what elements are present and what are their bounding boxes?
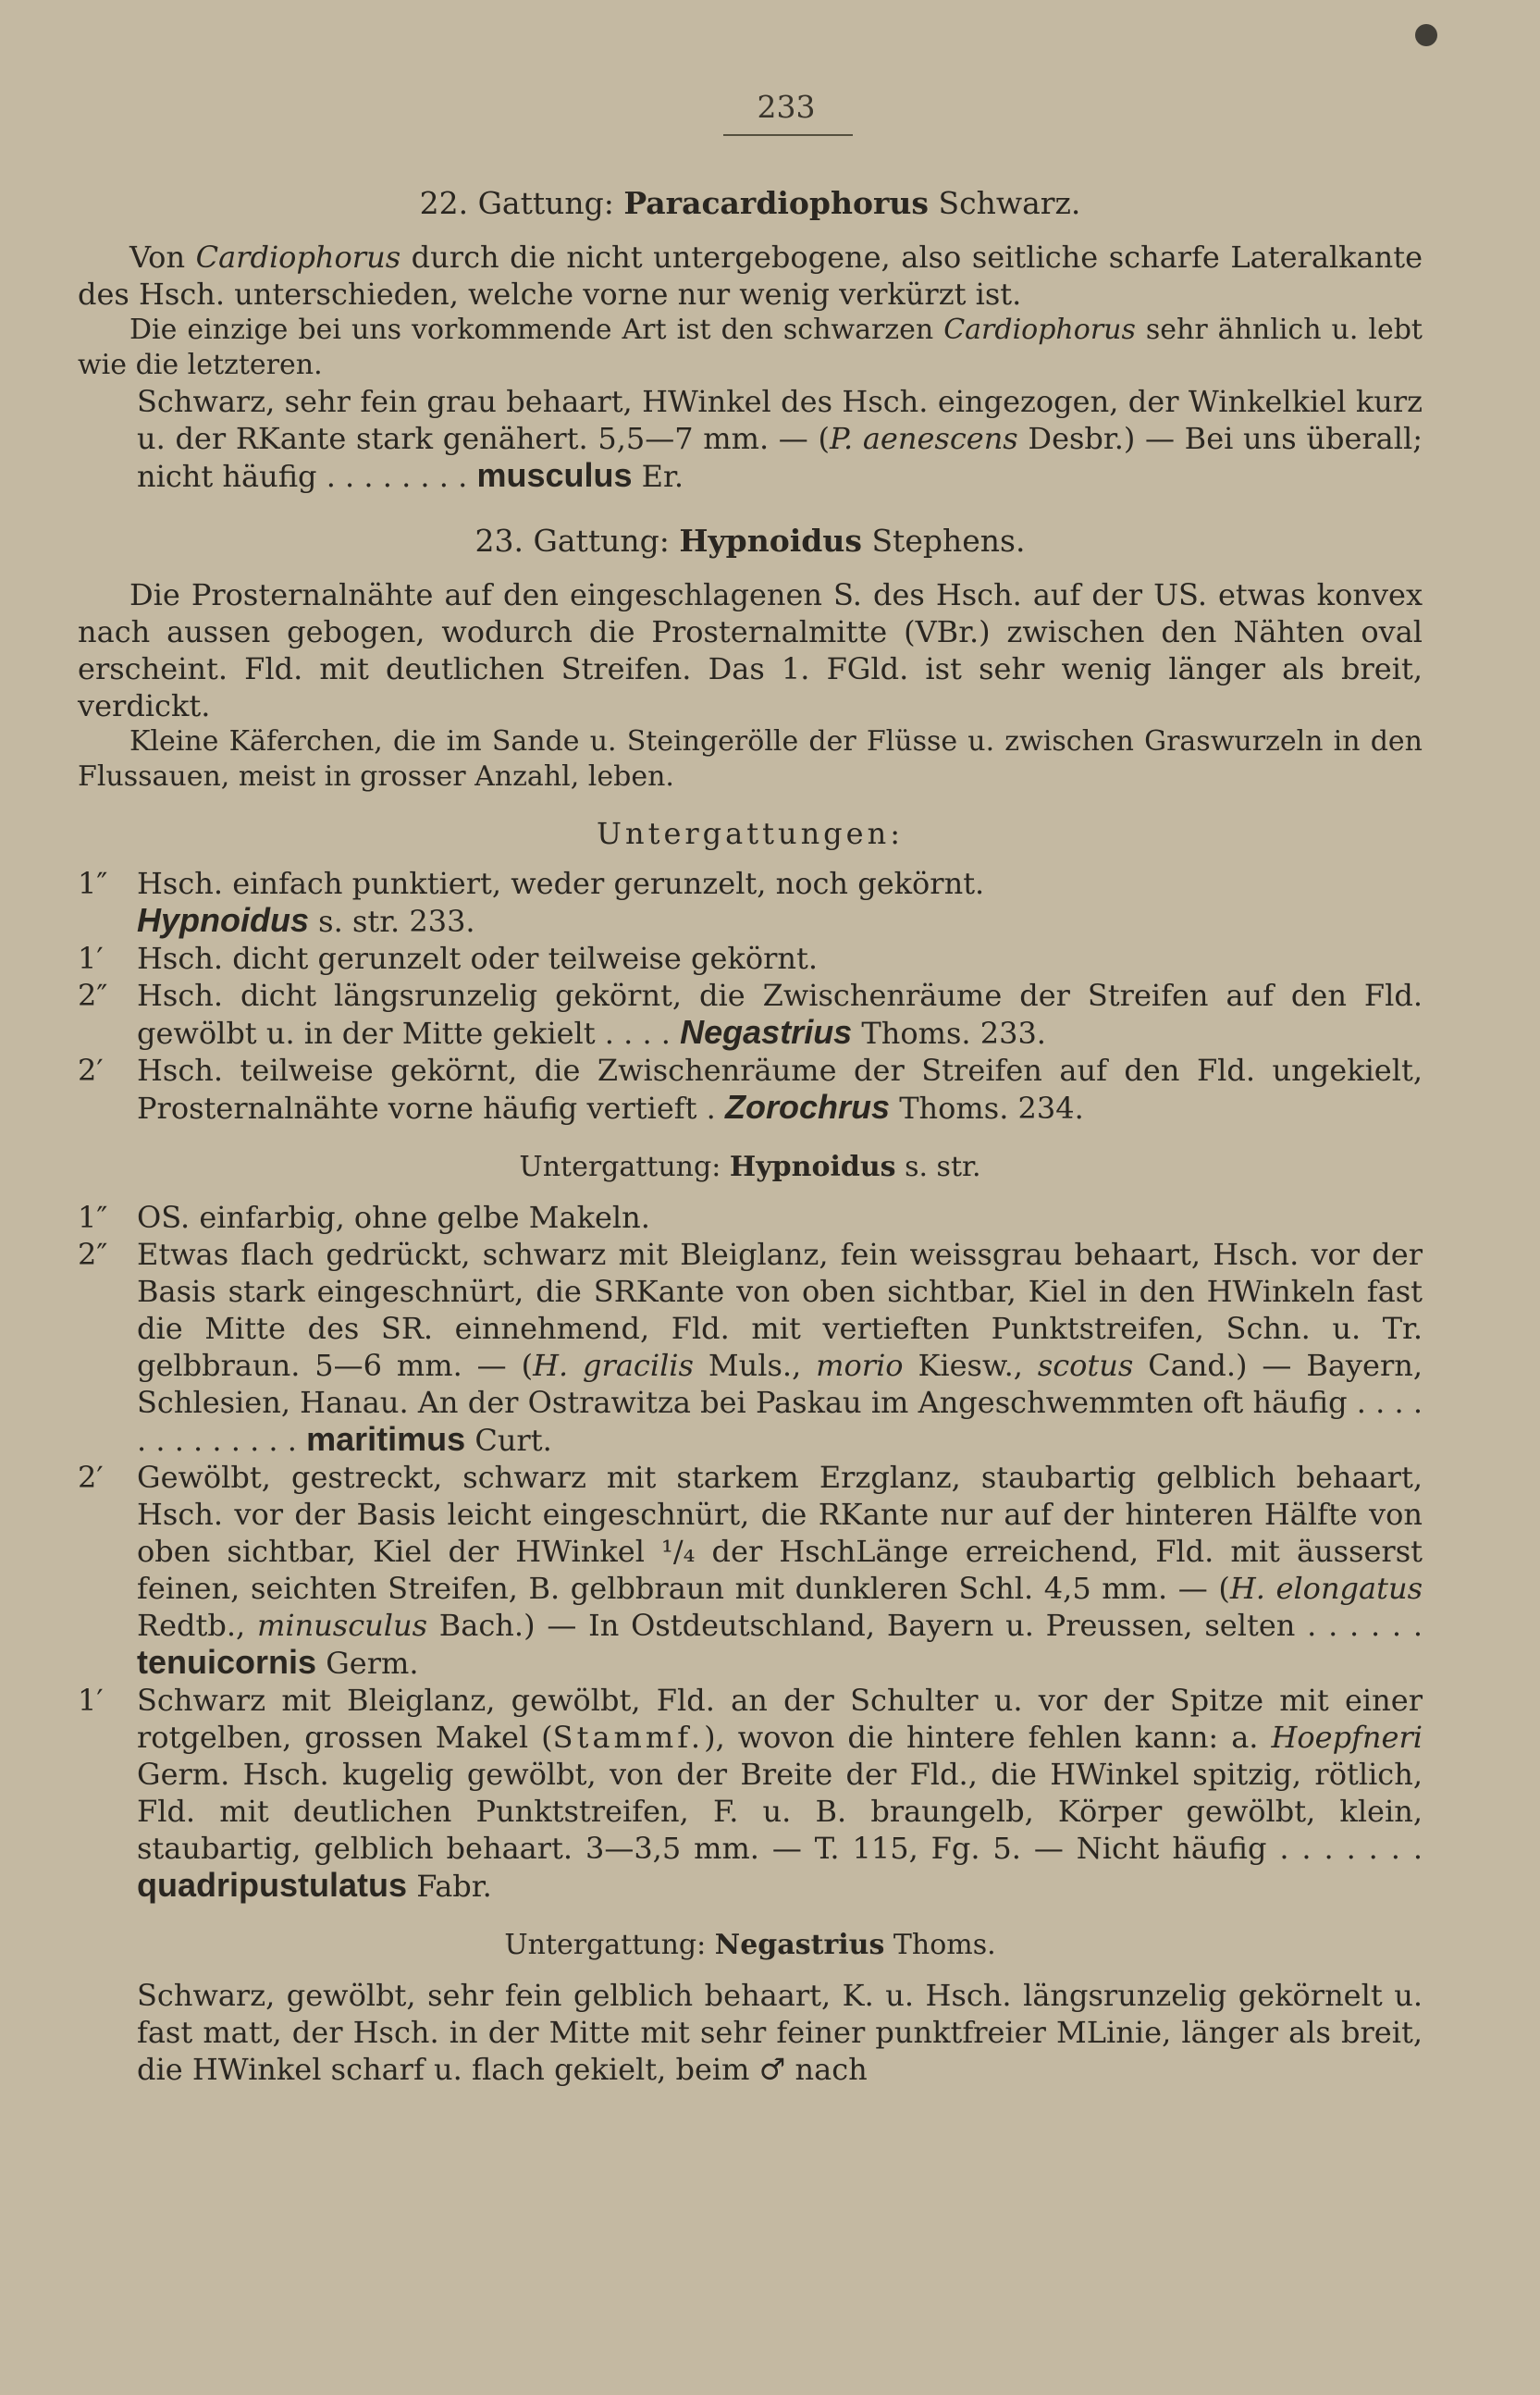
key-number: 1″ <box>78 866 108 901</box>
text: Hsch. teilweise gekörnt, die Zwischenräume der Streifen auf den Fld. ungekielt, Prosternalnähte vorne häufig vertieft . <box>137 1053 1423 1126</box>
text: Untergattung: <box>519 1151 721 1183</box>
key-number: 2″ <box>78 1237 108 1272</box>
taxon-italic: Hoepfneri <box>1271 1720 1423 1755</box>
subgenus-name: Hypnoidus <box>137 901 309 939</box>
subgenus-ref: s. str. 233. <box>318 904 475 939</box>
key-text <box>137 977 1423 1052</box>
taxon-italic: minusculus <box>256 1608 427 1643</box>
text: Kiesw., <box>918 1348 1023 1383</box>
subgenus-hypnoidus-heading <box>78 1149 1423 1186</box>
text: sehr ähnlich u. lebt wie die letzteren. <box>78 314 1423 381</box>
genus-22-author: Schwarz. <box>938 185 1081 221</box>
genus-22-name: Paracardiophorus <box>623 185 929 221</box>
genus-23-author: Stephens. <box>871 523 1026 559</box>
key-text <box>137 1459 1423 1682</box>
key-text <box>137 1236 1423 1459</box>
genus-23-name: Hypnoidus <box>679 523 862 559</box>
key-entry <box>78 977 1423 1052</box>
taxon-italic: Cardiophorus <box>195 240 401 275</box>
key-text: Hsch. dicht gerunzelt oder teilweise gekörnt. <box>137 941 819 976</box>
text: Bach.) — In Ostdeutschland, Bayern u. Preussen, selten . . . . . . <box>438 1608 1423 1643</box>
key-number: 1″ <box>78 1200 108 1235</box>
taxon-italic: H. gracilis <box>533 1348 694 1383</box>
species-name: maritimus <box>306 1420 466 1458</box>
page-number-rule <box>723 134 853 136</box>
text: Germ. Hsch. kugelig gewölbt, von der Breite der Fld., die HWinkel spitzig, rötlich, Fld. mit deutlichen Punktstreifen, F. u. B. braungelb, Körper gewölbt, klein, staubartig, gelblich behaart. 3—3,5 mm. — T. 115, Fg. 5. — Nicht häufig . . . . . . . <box>137 1757 1423 1866</box>
taxon-italic: Cardiophorus <box>943 314 1136 346</box>
key-number: 2′ <box>78 1460 104 1495</box>
text: Desbr.) — Bei uns überall; nicht häufig . . . . . . . . <box>137 421 1423 494</box>
genus-22-heading <box>78 185 1423 222</box>
untergattungen-heading: Untergattungen: <box>597 816 904 851</box>
genus-23-description: Die Prosternalnähte auf den eingeschlagenen S. des Hsch. auf der US. etwas konvex nach aussen gebogen, wodurch die Prosternalmitte (VBr.) zwischen den Nähten oval erscheint. Fld. mit deutlichen Streifen. Das 1. FGld. ist sehr wenig länger als breit, verdickt. <box>78 577 1423 723</box>
key-number: 1′ <box>78 1683 104 1718</box>
key-result <box>137 902 1423 940</box>
text: s. str. <box>905 1151 981 1183</box>
text: Gewölbt, gestreckt, schwarz mit starkem Erzglanz, staubartig gelblich behaart, Hsch. vor der Basis leicht eingeschnürt, die RKante nur auf der hinteren Hälfte von oben sichtbar, Kiel der HWinkel ¹/₄ der HschLänge erreichend, Fld. mit äusserst feinen, seichten Streifen, B. gelbbraun mit dunkleren Schl. 4,5 mm. — ( <box>137 1460 1423 1606</box>
text: Thoms. <box>893 1929 996 1961</box>
species-author: Fabr. <box>416 1869 492 1904</box>
taxon-italic: H. elongatus <box>1229 1571 1423 1606</box>
key-text <box>137 865 1423 940</box>
key-entry <box>78 1052 1423 1127</box>
species-author: Curt. <box>474 1423 552 1458</box>
species-musculus-entry <box>78 383 1423 495</box>
text: Schwarz, sehr fein grau behaart, HWinkel des Hsch. eingezogen, der Winkelkiel kurz u. der RKante stark genähert. 5,5—7 mm. — ( <box>137 384 1423 456</box>
text: Redtb., <box>137 1608 246 1643</box>
text: Untergattung: <box>504 1929 707 1961</box>
page-content <box>78 178 1423 2088</box>
subgenus-ref: Thoms. 233. <box>861 1016 1046 1051</box>
genus-23-prefix: 23. Gattung: <box>474 523 670 559</box>
text: durch die nicht untergebogene, also seitliche scharfe Lateralkante des Hsch. unterschieden, welche vorne nur wenig verkürzt ist. <box>78 240 1423 312</box>
key-entry <box>78 940 1423 977</box>
key-number: 1′ <box>78 941 104 976</box>
key-text <box>137 1682 1423 1905</box>
text: Cand.) — Bayern, Schlesien, Hanau. An der Ostrawitza bei Paskau im Angeschwemmten oft häufig . . . . . . . . . . . . . <box>137 1348 1423 1458</box>
genus-22-prefix: 22. Gattung: <box>419 185 614 221</box>
species-author: Er. <box>641 459 684 494</box>
text: Hsch. dicht längsrunzelig gekörnt, die Zwischenräume der Streifen auf den Fld. gewölbt u. in der Mitte gekielt . . . . <box>137 978 1423 1051</box>
taxon-italic: P. aenescens <box>829 421 1018 456</box>
key-text: OS. einfarbig, ohne gelbe Makeln. <box>137 1200 650 1235</box>
text: Die einzige bei uns vorkommende Art ist den schwarzen <box>129 314 934 346</box>
subgenus-negastrius-heading <box>78 1927 1423 1964</box>
subgenus-name: Negastrius <box>680 1013 853 1051</box>
taxon-italic: morio <box>816 1348 904 1383</box>
ink-spot <box>1415 24 1437 46</box>
text: Stammf. <box>552 1720 705 1755</box>
species-author: Germ. <box>326 1646 419 1681</box>
text: Von <box>129 240 186 275</box>
subgenus-ref: Thoms. 234. <box>899 1091 1084 1126</box>
species-quadripustulatus-entry <box>78 1682 1423 1905</box>
text: ), wovon die hintere fehlen kann: a. <box>704 1720 1259 1755</box>
page-number: 233 <box>757 89 816 125</box>
genus-22-description <box>78 239 1423 313</box>
species-name: musculus <box>476 456 633 494</box>
taxon-italic: scotus <box>1037 1348 1134 1383</box>
negastrius-description: Schwarz, gewölbt, sehr fein gelblich behaart, K. u. Hsch. längsrunzelig gekörnelt u. fast matt, der Hsch. in der Mitte mit sehr feiner punktfreier MLinie, länger als breit, die HWinkel scharf u. flach gekielt, beim ♂ nach <box>137 1978 1423 2087</box>
subgenus-name: Negastrius <box>714 1929 885 1961</box>
text: Schwarz mit Bleiglanz, gewölbt, Fld. an der Schulter u. vor der Spitze mit einer rotgelben, grossen Makel ( <box>137 1683 1423 1755</box>
key-text <box>137 1052 1423 1127</box>
species-name: quadripustulatus <box>137 1866 408 1904</box>
genus-22-note <box>78 313 1423 383</box>
subgenus-name: Hypnoidus <box>729 1151 896 1183</box>
text: Muls., <box>708 1348 802 1383</box>
genus-23-heading <box>78 523 1423 560</box>
subgenus-name: Zorochrus <box>725 1088 891 1126</box>
species-name: tenuicornis <box>137 1643 317 1681</box>
key-number: 2′ <box>78 1053 104 1088</box>
key-entry <box>78 865 1423 940</box>
species-maritimus-entry <box>78 1236 1423 1459</box>
genus-23-note: Kleine Käferchen, die im Sande u. Steingerölle der Flüsse u. zwischen Graswurzeln in den Flussauen, meist in grosser Anzahl, leben. <box>78 725 1423 793</box>
species-tenuicornis-entry <box>78 1459 1423 1682</box>
text: Etwas flach gedrückt, schwarz mit Bleiglanz, fein weissgrau behaart, Hsch. vor der Basis stark eingeschnürt, die SRKante von oben sichtbar, Kiel in den HWinkeln fast die Mitte des SR. einnehmend, Fld. mit vertieften Punktstreifen, Schn. u. Tr. gelbbraun. 5—6 mm. — ( <box>137 1237 1423 1383</box>
key-number: 2″ <box>78 978 108 1013</box>
text: Hsch. einfach punktiert, weder gerunzelt, noch gekörnt. <box>137 866 985 901</box>
key-entry <box>78 1199 1423 1236</box>
